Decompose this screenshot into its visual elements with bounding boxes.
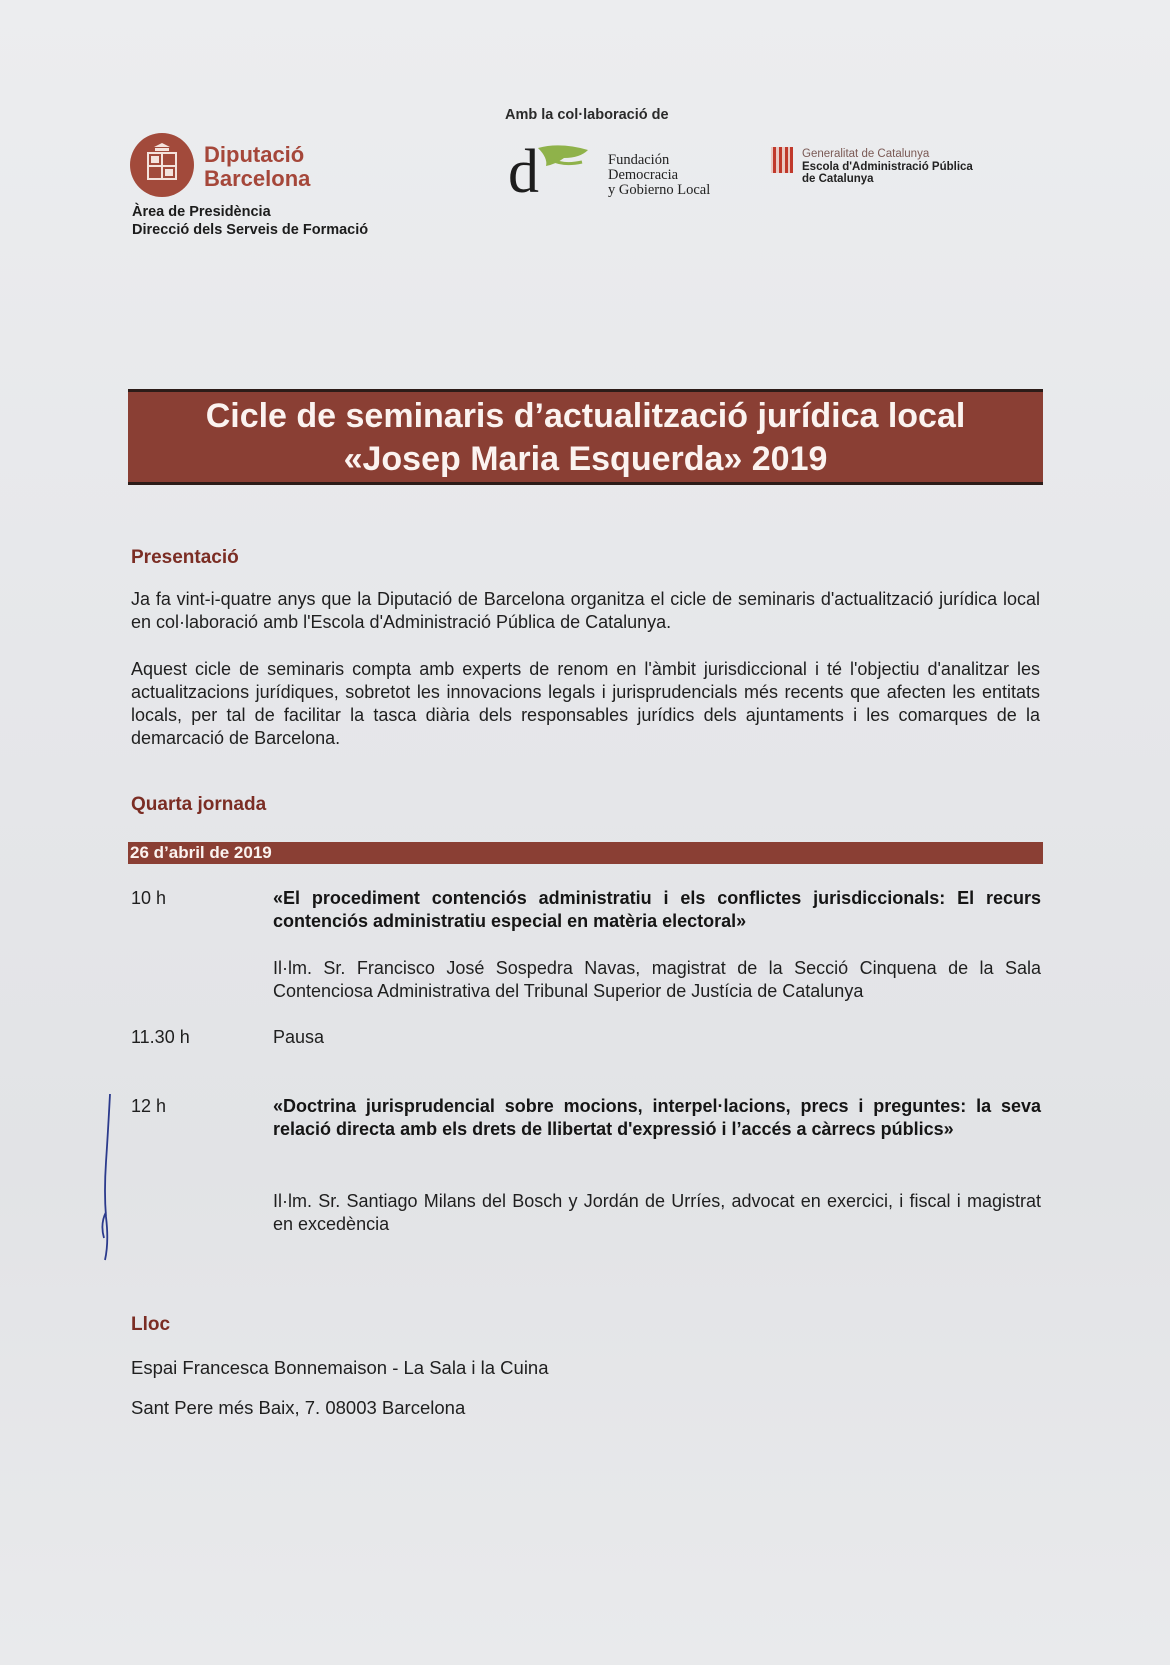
pen-mark <box>96 1092 118 1262</box>
fundacion-line1: Fundación <box>608 152 670 168</box>
diputacio-area <box>132 203 368 239</box>
diputacio-name-line2: Barcelona <box>204 166 311 191</box>
place-line-2: Sant Pere més Baix, 7. 08003 Barcelona <box>131 1397 466 1418</box>
title-line1: Cicle de seminaris d’actualització jurídica local <box>205 397 966 435</box>
diputacio-area-line2: Direcció dels Serveis de Formació <box>132 222 369 238</box>
title-line2: «Josep Maria Esquerda» 2019 <box>343 440 828 478</box>
place-line-1: Espai Francesca Bonnemaison - La Sala i la Cuina <box>131 1357 549 1378</box>
svg-text:d: d <box>508 140 539 202</box>
break-label: Pausa <box>273 1027 325 1047</box>
diputacio-seal-icon <box>130 133 194 197</box>
session-time: 10 h <box>131 888 167 908</box>
place-heading: Lloc <box>131 1314 171 1335</box>
collaboration-label: Amb la col·laboració de <box>505 107 669 123</box>
generalitat-text <box>802 148 973 186</box>
presentation-paragraph-1: Ja fa vint-i-quatre anys que la Diputació de Barcelona organitza el cicle de seminaris d'actualització jurídica local en col·laboració amb l'Escola d'Administració Pública de Catalunya. <box>131 589 1040 632</box>
title-banner <box>128 389 1043 485</box>
talk-title: «Doctrina jurisprudencial sobre mocions, interpel·lacions, precs i preguntes: la seva relació directa amb els drets de llibertat d'expressió i l’accés a càrrecs públics» <box>273 1096 1041 1139</box>
talk-speaker: Il·lm. Sr. Santiago Milans del Bosch y Jordán de Urríes, advocat en exercici, i fiscal i magistrat en excedència <box>273 1191 1041 1234</box>
fundacion-line2: Democracia <box>608 167 679 183</box>
talk-speaker: Il·lm. Sr. Francisco José Sospedra Navas, magistrat de la Secció Cinquena de la Sala Contenciosa Administrativa del Tribunal Superior de Justícia de Catalunya <box>273 958 1041 1001</box>
diputacio-name <box>204 143 310 191</box>
generalitat-line3: de Catalunya <box>802 173 874 185</box>
presentation-heading: Presentació <box>131 547 239 568</box>
talk-title: «El procediment contenciós administratiu i els conflictes jurisdiccionals: El recurs contenciós administratiu especial en matèria electoral» <box>273 888 1041 931</box>
generalitat-line2: Escola d'Administració Pública <box>802 160 973 173</box>
session-time: 12 h <box>131 1096 167 1116</box>
fundacion-text <box>608 153 710 198</box>
diputacio-name-line1: Diputació <box>204 142 305 167</box>
presentation-paragraph-2: Aquest cicle de seminaris compta amb experts de renom en l'àmbit jurisdiccional i té l'objectiu d'analitzar les actualitzacions jurídiques, sobretot les innovacions legals i jurisprudencials més recents que afecten les entitats locals, per tal de facilitar la tasca diària dels responsables jurídics dels ajuntaments i les comarques de la demarcació de Barcelona. <box>131 659 1040 748</box>
fundacion-democracia-logo-icon <box>508 140 600 202</box>
generalitat-line1: Generalitat de Catalunya <box>802 148 930 160</box>
session-date-bar: 26 d’abril de 2019 <box>128 842 1043 864</box>
session-heading: Quarta jornada <box>131 794 267 815</box>
generalitat-flag-icon <box>771 147 793 173</box>
diputacio-area-line1: Àrea de Presidència <box>132 204 271 220</box>
session-time: 11.30 h <box>131 1027 190 1047</box>
fundacion-line3: y Gobierno Local <box>608 182 711 198</box>
